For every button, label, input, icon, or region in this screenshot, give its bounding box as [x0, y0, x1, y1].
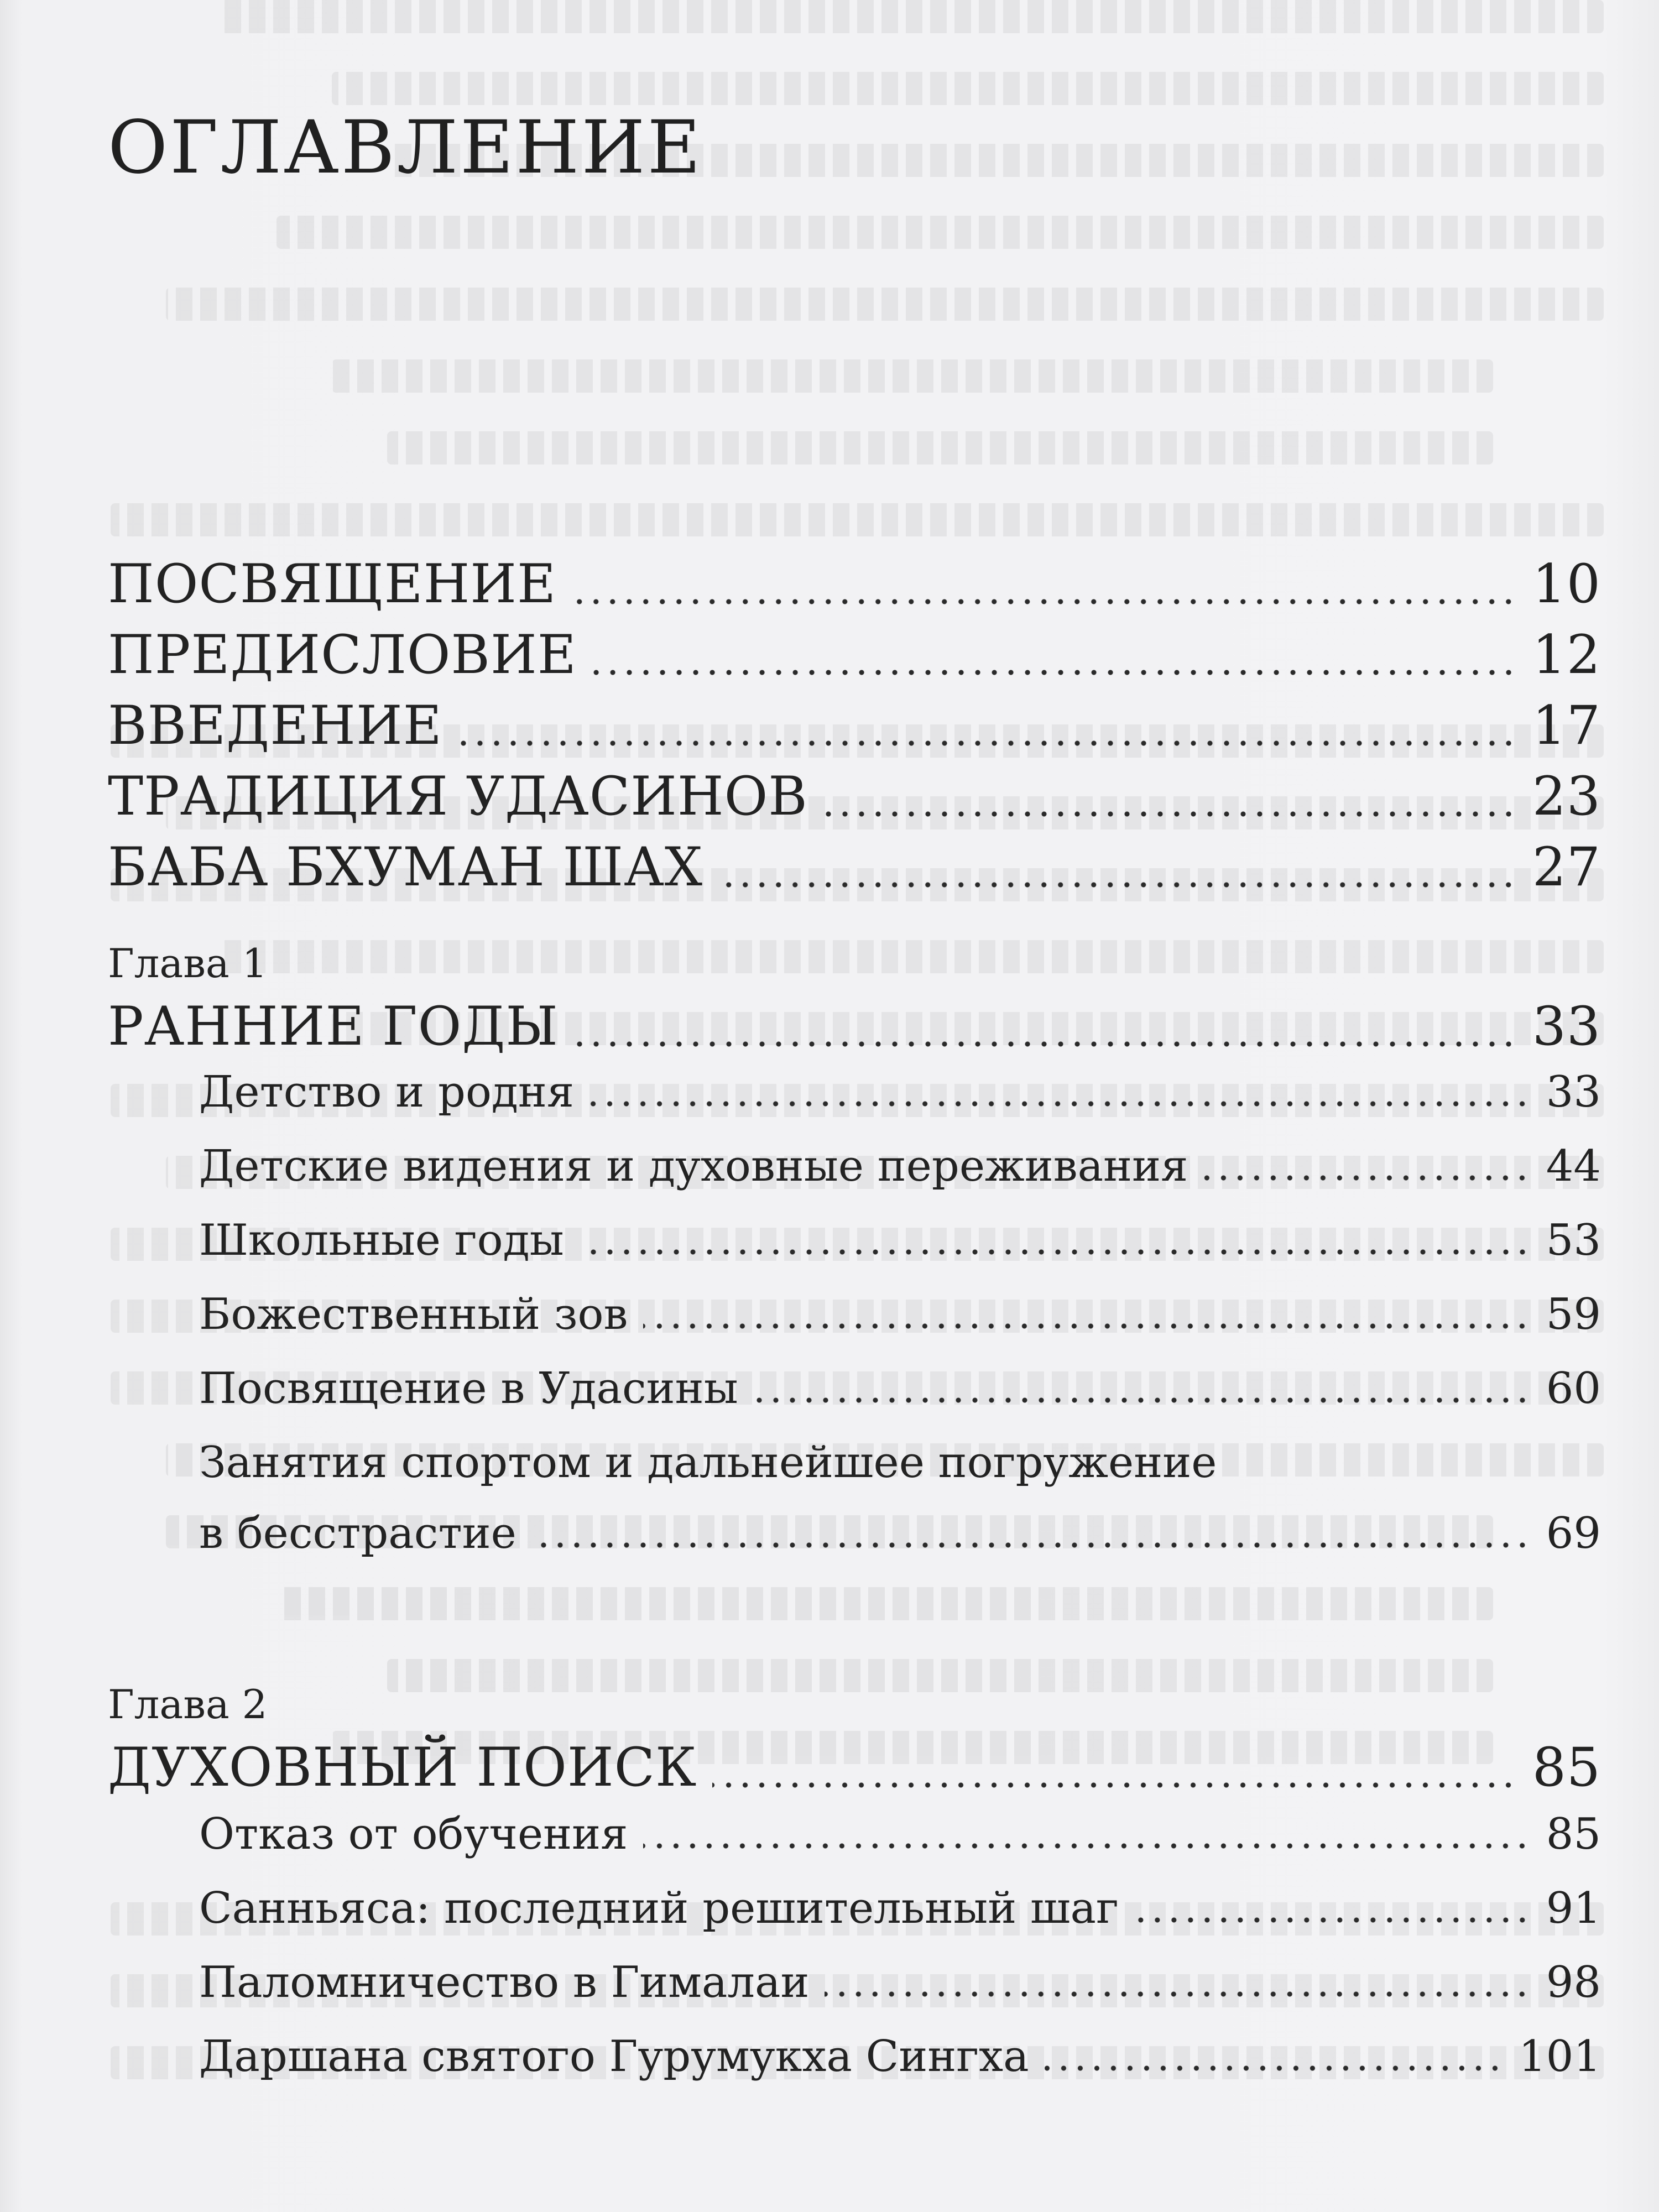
toc-entry-label: Детские видения и духовные переживания: [199, 1141, 1188, 1191]
dot-leader: [754, 1397, 1531, 1404]
toc-entry-dedication[interactable]: [108, 553, 1601, 615]
dot-leader: [823, 811, 1517, 817]
toc-entry-label: Даршана святого Гурумукха Сингха: [199, 2032, 1029, 2081]
toc-entry-label: РАННИЕ ГОДЫ: [108, 995, 559, 1057]
dot-leader: [825, 1991, 1530, 1997]
toc-entry-page: 27: [1532, 836, 1601, 898]
toc-section-entry[interactable]: [199, 1141, 1601, 1191]
toc-entry-preface[interactable]: [108, 624, 1601, 686]
toc-entry-baba-bhuman-shah[interactable]: [108, 836, 1601, 898]
toc-entry-label: Отказ от обучения: [199, 1809, 628, 1859]
toc-entry-label: ДУХОВНЫЙ ПОИСК: [108, 1736, 697, 1798]
toc-entry-page: 98: [1546, 1958, 1601, 2007]
toc-entry-page: 33: [1532, 995, 1601, 1057]
toc-entry-page: 17: [1532, 695, 1601, 757]
toc-entry-label: Школьные годы: [199, 1215, 564, 1265]
dot-leader: [580, 1249, 1531, 1255]
toc-section-entry[interactable]: [199, 1067, 1601, 1117]
toc-entry-page: 85: [1546, 1809, 1601, 1859]
dot-leader: [458, 740, 1517, 747]
toc-entry-page: 101: [1519, 2032, 1601, 2081]
toc-section-entry[interactable]: [199, 1215, 1601, 1265]
dot-leader: [1134, 1917, 1531, 1923]
page-title: ОГЛАВЛЕНИЕ: [108, 105, 703, 190]
dot-leader: [1045, 2065, 1503, 2072]
dot-leader: [1203, 1175, 1530, 1181]
dot-leader: [532, 1542, 1531, 1548]
dot-leader: [712, 1782, 1517, 1788]
toc-entry-label: ПОСВЯЩЕНИЕ: [108, 553, 557, 615]
toc-section-entry[interactable]: [199, 1290, 1601, 1339]
dot-leader: [643, 1323, 1530, 1329]
toc-section-entry[interactable]: [199, 1884, 1601, 1933]
toc-chapter-title[interactable]: [108, 1736, 1601, 1798]
toc-chapter-title[interactable]: [108, 995, 1601, 1057]
toc-entry-label: ТРАДИЦИЯ УДАСИНОВ: [108, 765, 808, 827]
dot-leader: [574, 1041, 1517, 1047]
toc-section-entry[interactable]: [199, 1509, 1601, 1558]
toc-section-entry[interactable]: [199, 2032, 1601, 2081]
dot-leader: [592, 669, 1517, 676]
toc-entry-page: 33: [1546, 1067, 1601, 1117]
toc-section-entry[interactable]: [199, 1364, 1601, 1413]
toc-entry-label: БАБА БХУМАН ШАХ: [108, 836, 703, 898]
toc-section-entry[interactable]: [199, 1809, 1601, 1859]
toc-entry-label: ПРЕДИСЛОВИЕ: [108, 624, 577, 686]
dot-leader: [643, 1843, 1530, 1849]
toc-entry-introduction[interactable]: [108, 695, 1601, 757]
chapter-label: Глава 2: [108, 1681, 268, 1728]
chapter-label: Глава 1: [108, 940, 268, 987]
toc-entry-page: 10: [1532, 553, 1601, 615]
toc-entry-label: ВВЕДЕНИЕ: [108, 695, 442, 757]
dot-leader: [718, 881, 1517, 888]
toc-entry-udasin-tradition[interactable]: [108, 765, 1601, 827]
toc-entry-label: Посвящение в Удасины: [199, 1364, 738, 1413]
toc-entry-label: Детство и родня: [199, 1067, 575, 1117]
toc-entry-page: 12: [1532, 624, 1601, 686]
toc-entry-page: 44: [1546, 1141, 1601, 1191]
dot-leader: [589, 1100, 1531, 1107]
toc-entry-page: 69: [1546, 1509, 1601, 1558]
toc-entry-page: 91: [1546, 1884, 1601, 1933]
toc-entry-label: Санньяса: последний решительный шаг: [199, 1884, 1119, 1933]
toc-entry-page: 60: [1546, 1364, 1601, 1413]
toc-entry-label: Паломничество в Гималаи: [199, 1958, 810, 2007]
toc-entry-page: 53: [1546, 1215, 1601, 1265]
toc-section-label-line1[interactable]: Занятия спортом и дальнейшее погружение: [199, 1438, 1217, 1488]
toc-entry-page: 85: [1532, 1736, 1601, 1798]
toc-entry-page: 23: [1532, 765, 1601, 827]
toc-section-entry[interactable]: [199, 1958, 1601, 2007]
dot-leader: [572, 598, 1517, 605]
toc-entry-label: Божественный зов: [199, 1290, 628, 1339]
toc-entry-page: 59: [1546, 1290, 1601, 1339]
toc-entry-label: в бесстрастие: [199, 1509, 517, 1558]
